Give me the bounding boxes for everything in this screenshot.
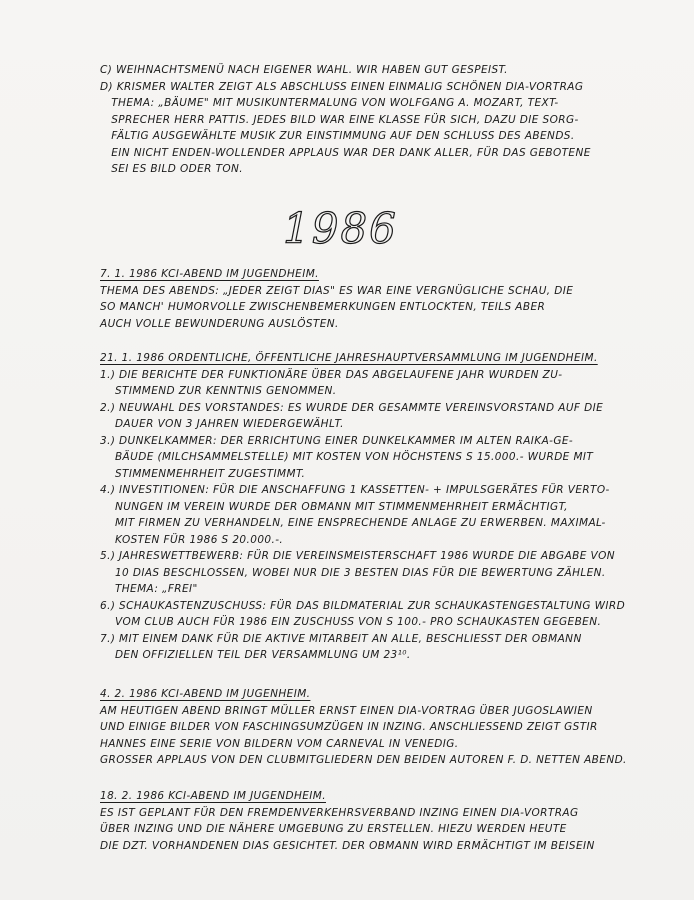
section-line: STIMMEND ZUR KENNTNIS GENOMMEN. (100, 385, 337, 397)
section-line: 7.) MIT EINEM DANK FÜR DIE AKTIVE MITARBEIT AN ALLE, BESCHLIESST DER OBMANN (100, 632, 582, 645)
section-line: HANNES EINE SERIE VON BILDERN VOM CARNEVAL IN VENEDIG. (100, 737, 459, 750)
intro-block (100, 62, 660, 178)
section-line: GROSSER APPLAUS VON DEN CLUBMITGLIEDERN DEN BEIDEN AUTOREN F. D. NETTEN ABEND. (100, 754, 627, 766)
section-line: UND EINIGE BILDER VON FASCHINGSUMZÜGEN IN INZING. ANSCHLIESSEND ZEIGT GSTIR (100, 721, 598, 733)
section-line: 4.) INVESTITIONEN: FÜR DIE ANSCHAFFUNG 1 KASSETTEN- + IMPULSGERÄTES FÜR VERTO- (100, 484, 610, 496)
section-kci-evening-feb-4 (100, 686, 660, 769)
section-heading: 21. 1. 1986 ORDENTLICHE, ÖFFENTLICHE JAHRESHAUPTVERSAMMLUNG IM JUGENDHEIM. (100, 352, 598, 364)
section-line: DIE DZT. VORHANDENEN DIAS GESICHTET. DER OBMANN WIRD ERMÄCHTIGT IM BEISEIN (100, 839, 595, 852)
section-heading: 4. 2. 1986 KCI-ABEND IM JUGENHEIM. (100, 688, 311, 700)
section-line: THEMA DES ABENDS: „JEDER ZEIGT DIAS" ES WAR EINE VERGNÜGLICHE SCHAU, DIE (100, 284, 574, 297)
intro-line: D) KRISMER WALTER ZEIGT ALS ABSCHLUSS EINEN EINMALIG SCHÖNEN DIA-VORTRAG (100, 80, 584, 93)
section-heading: 18. 2. 1986 KCI-ABEND IM JUGENDHEIM. (100, 790, 326, 802)
section-general-meeting (100, 350, 660, 664)
section-line: 5.) JAHRESWETTBEWERB: FÜR DIE VEREINSMEISTERSCHAFT 1986 WURDE DIE ABGABE VON (100, 550, 616, 562)
section-line: ES IST GEPLANT FÜR DEN FREMDENVERKEHRSVERBAND INZING EINEN DIA-VORTRAG (100, 806, 579, 819)
section-line: AUCH VOLLE BEWUNDERUNG AUSLÖSTEN. (100, 317, 339, 330)
intro-line: FÄLTIG AUSGEWÄHLTE MUSIK ZUR EINSTIMMUNG AUF DEN SCHLUSS DES ABENDS. (100, 130, 575, 142)
section-line: ÜBER INZING UND DIE NÄHERE UMGEBUNG ZU ERSTELLEN. HIEZU WERDEN HEUTE (100, 823, 567, 835)
section-heading: 7. 1. 1986 KCI-ABEND IM JUGENDHEIM. (100, 268, 319, 280)
section-kci-evening-feb-18 (100, 788, 660, 854)
section-line: THEMA: „FREI" (100, 583, 198, 595)
section-line: 6.) SCHAUKASTENZUSCHUSS: FÜR DAS BILDMATERIAL ZUR SCHAUKASTENGESTALTUNG WIRD (100, 599, 626, 612)
section-line: VOM CLUB AUCH FÜR 1986 EIN ZUSCHUSS VON S 100.- PRO SCHAUKASTEN GEGEBEN. (100, 616, 602, 628)
section-line: STIMMENMEHRHEIT ZUGESTIMMT. (100, 467, 306, 480)
intro-line: EIN NICHT ENDEN-WOLLENDER APPLAUS WAR DER DANK ALLER, FÜR DAS GEBOTENE (100, 146, 591, 159)
section-line: 1.) DIE BERICHTE DER FUNKTIONÄRE ÜBER DAS ABGELAUFENE JAHR WURDEN ZU- (100, 368, 563, 381)
section-line: NUNGEN IM VEREIN WURDE DER OBMANN MIT STIMMENMEHRHEIT ERMÄCHTIGT, (100, 500, 568, 513)
intro-line: SPRECHER HERR PATTIS. JEDES BILD WAR EINE KLASSE FÜR SICH, DAZU DIE SORG- (100, 113, 579, 126)
section-kci-evening-jan-7 (100, 266, 660, 332)
section-line: 10 DIAS BESCHLOSSEN, WOBEI NUR DIE 3 BESTEN DIAS FÜR DIE BEWERTUNG ZÄHLEN. (100, 566, 606, 579)
intro-line: C) WEIHNACHTSMENÜ NACH EIGENER WAHL. WIR HABEN GUT GESPEIST. (100, 64, 508, 76)
section-line: BÄUDE (MILCHSAMMELSTELLE) MIT KOSTEN VON HÖCHSTENS S 15.000.- WURDE MIT (100, 451, 594, 463)
intro-line: SEI ES BILD ODER TON. (100, 163, 244, 175)
section-line: MIT FIRMEN ZU VERHANDELN, EINE ENSPRECHENDE ANLAGE ZU ERWERBEN. MAXIMAL- (100, 517, 606, 529)
section-line: DEN OFFIZIELLEN TEIL DER VERSAMMLUNG UM 23¹⁰. (100, 649, 411, 661)
section-line: SO MANCH' HUMORVOLLE ZWISCHENBEMERKUNGEN ENTLOCKTEN, TEILS ABER (100, 301, 546, 313)
section-line: 2.) NEUWAHL DES VORSTANDES: ES WURDE DER GESAMMTE VEREINSVORSTAND AUF DIE (100, 401, 604, 414)
section-line: KOSTEN FÜR 1986 S 20.000.-. (100, 533, 284, 546)
year-heading: 1986 (283, 204, 398, 253)
section-line: DAUER VON 3 JAHREN WIEDERGEWÄHLT. (100, 418, 344, 430)
section-line: AM HEUTIGEN ABEND BRINGT MÜLLER ERNST EINEN DIA-VORTRAG ÜBER JUGOSLAWIEN (100, 704, 593, 717)
intro-line: THEMA: „BÄUME" MIT MUSIKUNTERMALUNG VON WOLFGANG A. MOZART, TEXT- (100, 97, 559, 109)
section-line: 3.) DUNKELKAMMER: DER ERRICHTUNG EINER DUNKELKAMMER IM ALTEN RAIKA-GE- (100, 434, 574, 447)
